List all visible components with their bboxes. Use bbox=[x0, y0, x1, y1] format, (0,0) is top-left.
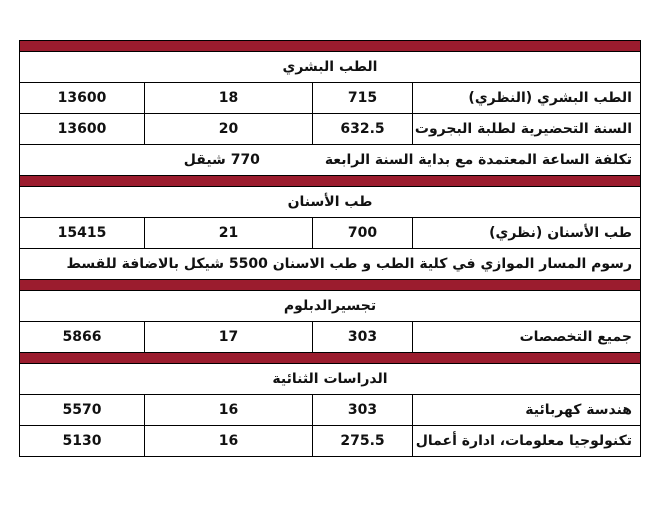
table-row bbox=[20, 395, 641, 426]
section-header-row bbox=[20, 364, 641, 395]
total-cell: 5130 bbox=[20, 426, 145, 457]
table-row bbox=[20, 426, 641, 457]
section-divider-band bbox=[20, 353, 641, 364]
band-row bbox=[20, 176, 641, 187]
years-cell: 21 bbox=[145, 218, 313, 249]
hours-cell: 303 bbox=[313, 322, 413, 353]
section-divider-band bbox=[20, 280, 641, 291]
hours-cell: 303 bbox=[313, 395, 413, 426]
section-divider-band bbox=[20, 41, 641, 52]
program-label: طب الأسنان (نظري) bbox=[413, 218, 641, 249]
section-divider-band bbox=[20, 176, 641, 187]
section-title-medicine: الطب البشري bbox=[20, 52, 641, 83]
note-row bbox=[20, 249, 641, 280]
total-cell: 13600 bbox=[20, 83, 145, 114]
fees-table bbox=[19, 40, 641, 457]
hours-cell: 700 bbox=[313, 218, 413, 249]
band-row bbox=[20, 41, 641, 52]
band-row bbox=[20, 353, 641, 364]
program-label: هندسة كهربائية bbox=[413, 395, 641, 426]
section-title-dual-studies: الدراسات الثنائية bbox=[20, 364, 641, 395]
hours-cell: 715 bbox=[313, 83, 413, 114]
years-cell: 16 bbox=[145, 395, 313, 426]
program-label: السنة التحضيرية لطلبة البجروت bbox=[413, 114, 641, 145]
note-amount: 770 شيقل bbox=[183, 152, 260, 168]
table-row bbox=[20, 218, 641, 249]
section-title-diploma-bridge: تجسيرالدبلوم bbox=[20, 291, 641, 322]
hours-cell: 632.5 bbox=[313, 114, 413, 145]
hours-cell: 275.5 bbox=[313, 426, 413, 457]
total-cell: 13600 bbox=[20, 114, 145, 145]
parallel-track-note: رسوم المسار الموازي في كلية الطب و طب الاسنان 5500 شيكل بالاضافة للقسط bbox=[20, 249, 641, 280]
program-label: تكنولوجيا معلومات، ادارة أعمال bbox=[413, 426, 641, 457]
table-row bbox=[20, 83, 641, 114]
total-cell: 15415 bbox=[20, 218, 145, 249]
section-header-row bbox=[20, 291, 641, 322]
program-label: الطب البشري (النظري) bbox=[413, 83, 641, 114]
program-label: جميع التخصصات bbox=[413, 322, 641, 353]
band-row bbox=[20, 280, 641, 291]
table-row bbox=[20, 114, 641, 145]
years-cell: 16 bbox=[145, 426, 313, 457]
section-title-dentistry: طب الأسنان bbox=[20, 187, 641, 218]
years-cell: 18 bbox=[145, 83, 313, 114]
years-cell: 20 bbox=[145, 114, 313, 145]
credit-hour-cost-note bbox=[20, 145, 641, 176]
table-row bbox=[20, 322, 641, 353]
total-cell: 5570 bbox=[20, 395, 145, 426]
section-header-row bbox=[20, 187, 641, 218]
note-row bbox=[20, 145, 641, 176]
total-cell: 5866 bbox=[20, 322, 145, 353]
note-text: تكلفة الساعة المعتمدة مع بداية السنة الرابعة bbox=[324, 152, 632, 168]
section-header-row bbox=[20, 52, 641, 83]
years-cell: 17 bbox=[145, 322, 313, 353]
